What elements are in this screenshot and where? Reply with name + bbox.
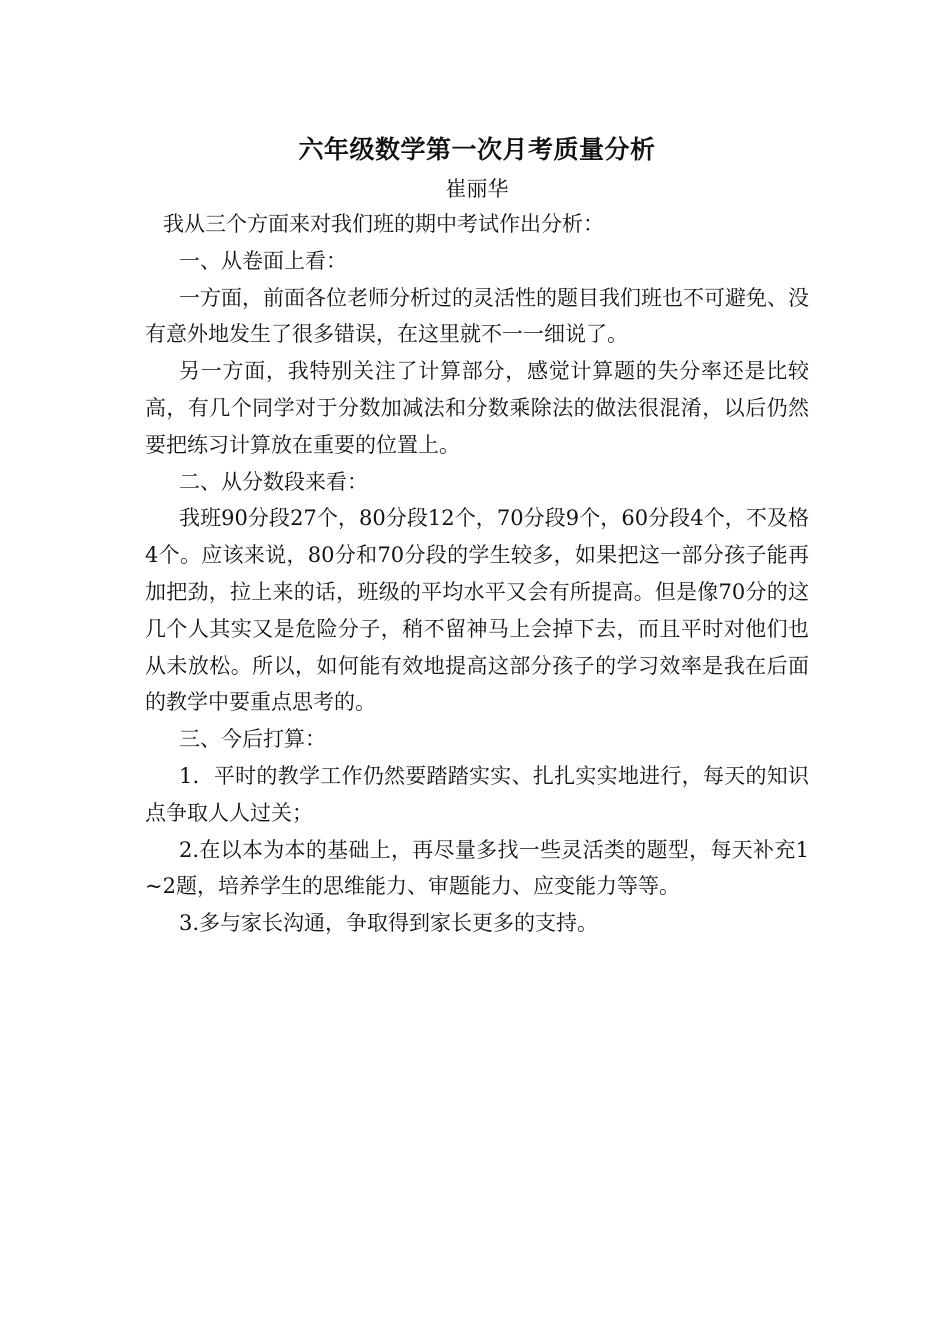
plan-item-3: 3.多与家长沟通，争取得到家长更多的支持。	[179, 911, 599, 936]
section-heading-3: 三、今后打算：	[179, 727, 326, 752]
document-body	[145, 128, 809, 942]
intro-paragraph: 我从三个方面来对我们班的期中考试作出分析：	[163, 212, 604, 236]
paragraph-score-distribution: 我班90分段27个，80分段12个，70分段9个，60分段4个，不及格4个。应该来说，80分和70分段的学生较多，如果把这一部分孩子能再加把劲，拉上来的话，班级的平均水平又会有所提高。但是像70分的这几个人其实又是危险分子，稍不留神马上会掉下去，而且平时对他们也从未放松。所以，如何能有效地提高这部分孩子的学习效率是我在后面的教学中要重点思考的。	[145, 506, 809, 715]
plan-item-1: 1．平时的教学工作仍然要踏踏实实、扎扎实实地进行，每天的知识点争取人人过关；	[145, 763, 809, 825]
paragraph-one-aspect: 一方面，前面各位老师分析过的灵活性的题目我们班也不可避免、没有意外地发生了很多错误，在这里就不一一细说了。	[145, 285, 809, 347]
section-heading-2: 二、从分数段来看：	[179, 469, 368, 494]
document-title: 六年级数学第一次月考质量分析	[298, 135, 656, 164]
document-author: 崔丽华	[445, 177, 509, 201]
plan-item-2: 2.在以本为本的基础上，再尽量多找一些灵活类的题型，每天补充1~2题，培养学生的思维能力、审题能力、应变能力等等。	[145, 837, 809, 899]
paragraph-other-aspect: 另一方面，我特别关注了计算部分，感觉计算题的失分率还是比较高，有几个同学对于分数加减法和分数乘除法的做法很混淆，以后仍然要把练习计算放在重要的位置上。	[145, 359, 809, 457]
section-heading-1: 一、从卷面上看：	[179, 248, 347, 273]
